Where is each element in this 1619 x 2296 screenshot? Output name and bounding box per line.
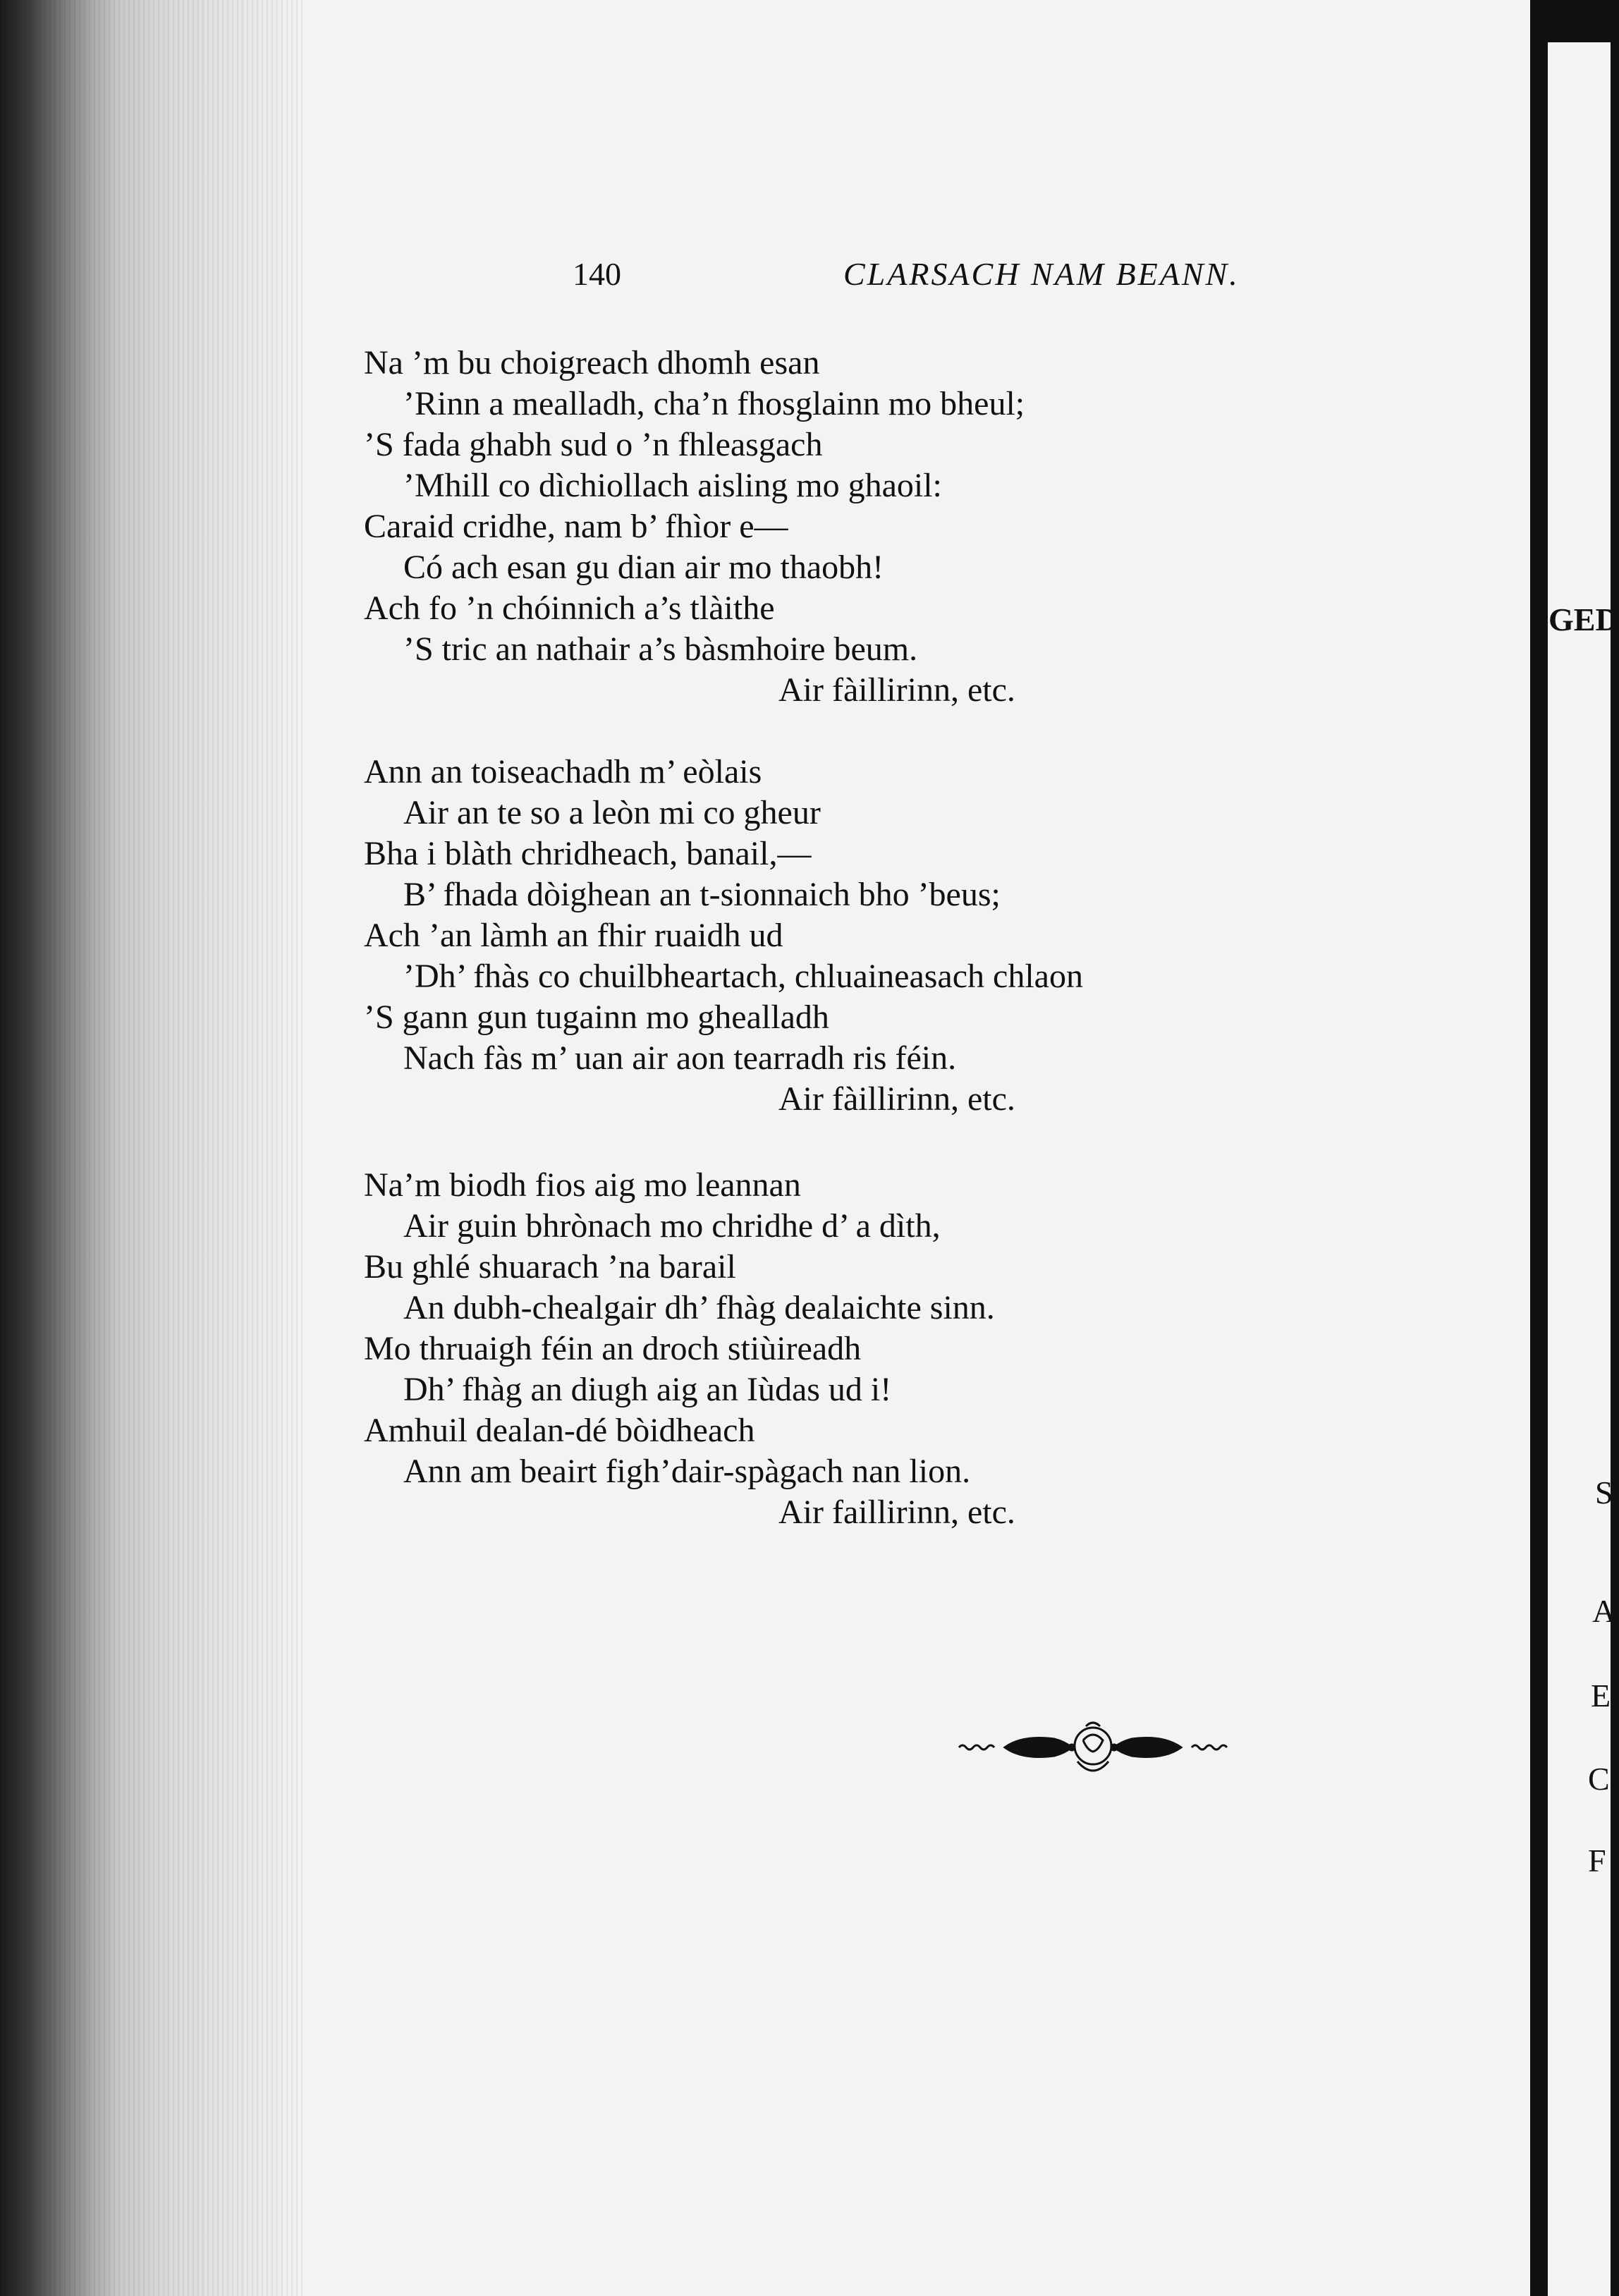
verse-line: Caraid cridhe, nam b’ fhìor e— [364, 508, 788, 545]
verse-line: ’Rinn a mealladh, cha’n fhosglainn mo bheul; [403, 385, 1025, 422]
page-number: 140 [573, 256, 621, 292]
verse-line: Ann an toiseachadh m’ eòlais [364, 753, 762, 790]
verse-line: Na’m biodh fios aig mo leannan [364, 1166, 801, 1204]
refrain-line: Air fàillirinn, etc. [778, 671, 1015, 709]
facing-page-letter: A [1592, 1593, 1616, 1629]
verse-line: Ach ’an làmh an fhir ruaidh ud [364, 917, 783, 954]
verse-line: ’Dh’ fhàs co chuilbheartach, chluaineasach chlaon [403, 958, 1083, 995]
facing-page-letter: C [1588, 1761, 1610, 1797]
verse-line: Amhuil dealan-dé bòidheach [364, 1412, 755, 1449]
running-head: CLARSACH NAM BEANN. [843, 256, 1240, 292]
refrain-line: Air fàillirinn, etc. [778, 1080, 1015, 1118]
facing-page-letter: S [1595, 1474, 1613, 1510]
tailpiece-flourish-icon [952, 1712, 1234, 1783]
facing-page [1548, 42, 1611, 2296]
verse-line: Ann am beairt figh’dair-spàgach nan lion. [403, 1453, 971, 1490]
verse-line: Ach fo ’n chóinnich a’s tlàithe [364, 590, 775, 627]
verse-line: Nach fàs m’ uan air aon tearradh ris féin. [403, 1039, 957, 1077]
verse-line: Bu ghlé shuarach ’na barail [364, 1248, 736, 1286]
page-edges [0, 0, 303, 2296]
verse-line: Na ’m bu choigreach dhomh esan [364, 344, 820, 381]
verse-line: ’S fada ghabh sud o ’n fhleasgach [364, 426, 823, 463]
facing-page-letter: F [1588, 1843, 1606, 1879]
refrain-line: Air faillirinn, etc. [778, 1494, 1015, 1531]
verse-line: B’ fhada dòighean an t-sionnaich bho ’beus; [403, 876, 1001, 913]
verse-line: An dubh-chealgair dh’ fhàg dealaichte sinn. [403, 1289, 995, 1326]
facing-page-heading-fragment: GED [1548, 602, 1619, 637]
verse-line: Air an te so a leòn mi co gheur [403, 794, 821, 831]
verse-line: Bha i blàth chridheach, banail,— [364, 835, 812, 872]
verse-line: Air guin bhrònach mo chridhe d’ a dìth, [403, 1207, 941, 1245]
verse-line: ’S tric an nathair a’s bàsmhoire beum. [403, 630, 918, 668]
verse-line: Dh’ fhàg an diugh aig an Iùdas ud i! [403, 1371, 892, 1408]
verse-line: Mo thruaigh féin an droch stiùireadh [364, 1330, 862, 1367]
verse-line: Có ach esan gu dian air mo thaobh! [403, 549, 884, 586]
facing-page-letter: E [1591, 1678, 1611, 1714]
verse-line: ’Mhill co dìchiollach aisling mo ghaoil: [403, 467, 942, 504]
verse-line: ’S gann gun tugainn mo ghealladh [364, 999, 829, 1036]
